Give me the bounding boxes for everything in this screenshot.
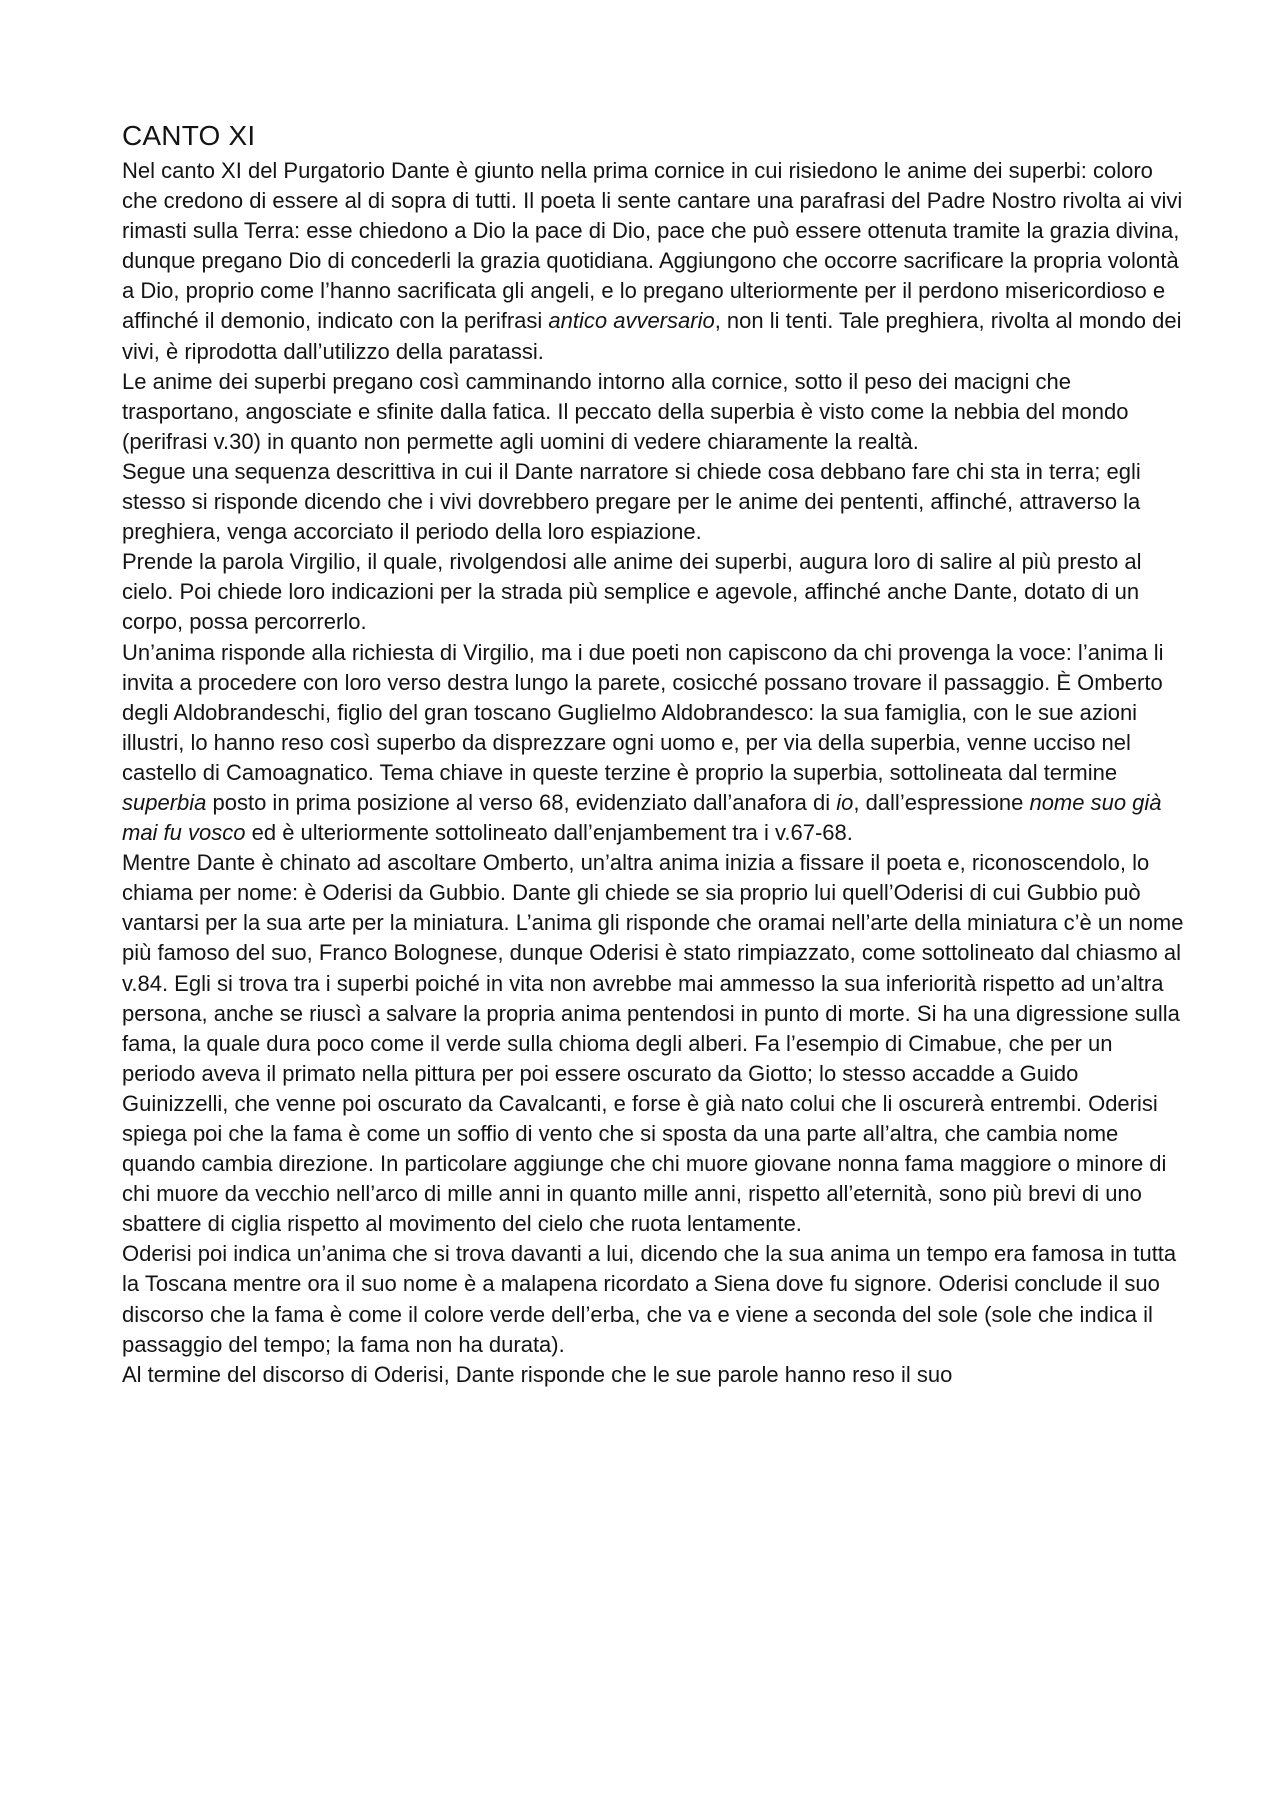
paragraph-5-text-a: Un’anima risponde alla richiesta di Virgilio, ma i due poeti non capiscono da chi provenga la voce: l’anima li invita a procedere con loro verso destra lungo la parete, cosicché possano trovare il passaggio. È Omberto degli Aldobrandeschi, figlio del gran toscano Guglielmo Aldobrandesco: la sua famiglia, con le sue azioni illustri, lo hanno reso così superbo da disprezzare ogni uomo e, per via della superbia, venne ucciso nel castello di Camoagnatico. Tema chiave in queste terzine è proprio la superbia, sottolineata dal termine: [122, 639, 1164, 785]
paragraph-3: Segue una sequenza descrittiva in cui il Dante narratore si chiede cosa debbano fare chi sta in terra; egli stesso si risponde dicendo che i vivi dovrebbero pregare per le anime dei pententi, affinché, attraverso la preghiera, venga accorciato il periodo della loro espiazione.: [122, 458, 1141, 545]
paragraph-1-text-b: , non li tenti. Tale preghiera, rivolta al mondo dei vivi, è riprodotta dall’utilizzo della paratassi.: [122, 308, 1182, 364]
paragraph-8: Al termine del discorso di Oderisi, Dante risponde che le sue parole hanno reso il suo: [122, 1361, 953, 1387]
paragraph-7: Oderisi poi indica un’anima che si trova davanti a lui, dicendo che la sua anima un tempo era famosa in tutta la Toscana mentre ora il suo nome è a malapena ricordato a Siena dove fu signore. Oderisi conclude il suo discorso che la fama è come il colore verde dell’erba, che va e viene a seconda del sole (sole che indica il passaggio del tempo; la fama non ha durata).: [122, 1241, 1177, 1357]
paragraph-5-italic-3: nome suo già mai fu vosco: [122, 789, 1162, 846]
paragraph-1-text-a: Nel canto XI del Purgatorio Dante è giunto nella prima cornice in cui risiedono le anime dei superbi: coloro che credono di essere al di sopra di tutti. Il poeta li sente cantare una parafrasi del Padre Nostro rivolta ai vivi rimasti sulla Terra: esse chiedono a Dio la pace di Dio, pace che può essere ottenuta tramite la grazia divina, dunque pregano Dio di concederli la grazia quotidiana. Aggiungono che occorre sacrificare la propria volontà a Dio, proprio come l’hanno sacrificata gli angeli, e lo pregano ulteriormente per il perdono misericordioso e affinché il demonio, indicato con la perifrasi: [122, 158, 1183, 334]
paragraph-1: [122, 156, 1184, 367]
page-title: CANTO XI: [122, 120, 256, 151]
paragraph-5: [122, 638, 1184, 849]
paragraph-5-text-b: posto in prima posizione al verso 68, evidenziato dall’anafora di: [206, 789, 837, 815]
document-page: [122, 118, 1184, 1390]
paragraph-5-text-c: , dall’espressione: [853, 789, 1030, 815]
paragraph-4: Prende la parola Virgilio, il quale, rivolgendosi alle anime dei superbi, augura loro di salire al più presto al cielo. Poi chiede loro indicazioni per la strada più semplice e agevole, affinché anche Dante, dotato di un corpo, possa percorrerlo.: [122, 549, 1142, 635]
paragraph-1-italic: antico avversario: [548, 308, 715, 334]
paragraph-5-text-d: ed è ulteriormente sottolineato dall’enjambement tra i v.67-68.: [245, 820, 853, 846]
paragraph-5-italic-2: io: [836, 789, 854, 815]
paragraph-5-italic-1: superbia: [122, 789, 207, 815]
paragraph-6: Mentre Dante è chinato ad ascoltare Omberto, un’altra anima inizia a fissare il poeta e, riconoscendolo, lo chiama per nome: è Oderisi da Gubbio. Dante gli chiede se sia proprio lui quell’Oderisi di cui Gubbio può vantarsi per la sua arte per la miniatura. L’anima gli risponde che oramai nell’arte della miniatura c’è un nome più famoso del suo, Franco Bolognese, dunque Oderisi è stato rimpiazzato, come sottolineato dal chiasmo al v.84. Egli si trova tra i superbi poiché in vita non avrebbe mai ammesso la sua inferiorità rispetto ad un’altra persona, anche se riuscì a salvare la propria anima pentendosi in punto di morte. Si ha una digressione sulla fama, la quale dura poco come il verde sulla chioma degli alberi. Fa l’esempio di Cimabue, che per un periodo aveva il primato nella pittura per poi essere oscurato da Giotto; lo stesso accadde a Guido Guinizzelli, che venne poi oscurato da Cavalcanti, e forse è già nato colui che li oscurerà entrembi. Oderisi spiega poi che la fama è come un soffio di vento che si sposta da una parte all’altra, che cambia nome quando cambia direzione. In particolare aggiunge che chi muore giovane nonna fama maggiore o minore di chi muore da vecchio nell’arco di mille anni in quanto mille anni, rispetto all’eternità, sono più brevi di uno sbattere di ciglia rispetto al movimento del cielo che ruota lentamente.: [122, 850, 1184, 1237]
paragraph-2: Le anime dei superbi pregano così camminando intorno alla cornice, sotto il peso dei macigni che trasportano, angosciate e sfinite dalla fatica. Il peccato della superbia è visto come la nebbia del mondo (perifrasi v.30) in quanto non permette agli uomini di vedere chiaramente la realtà.: [122, 368, 1129, 454]
